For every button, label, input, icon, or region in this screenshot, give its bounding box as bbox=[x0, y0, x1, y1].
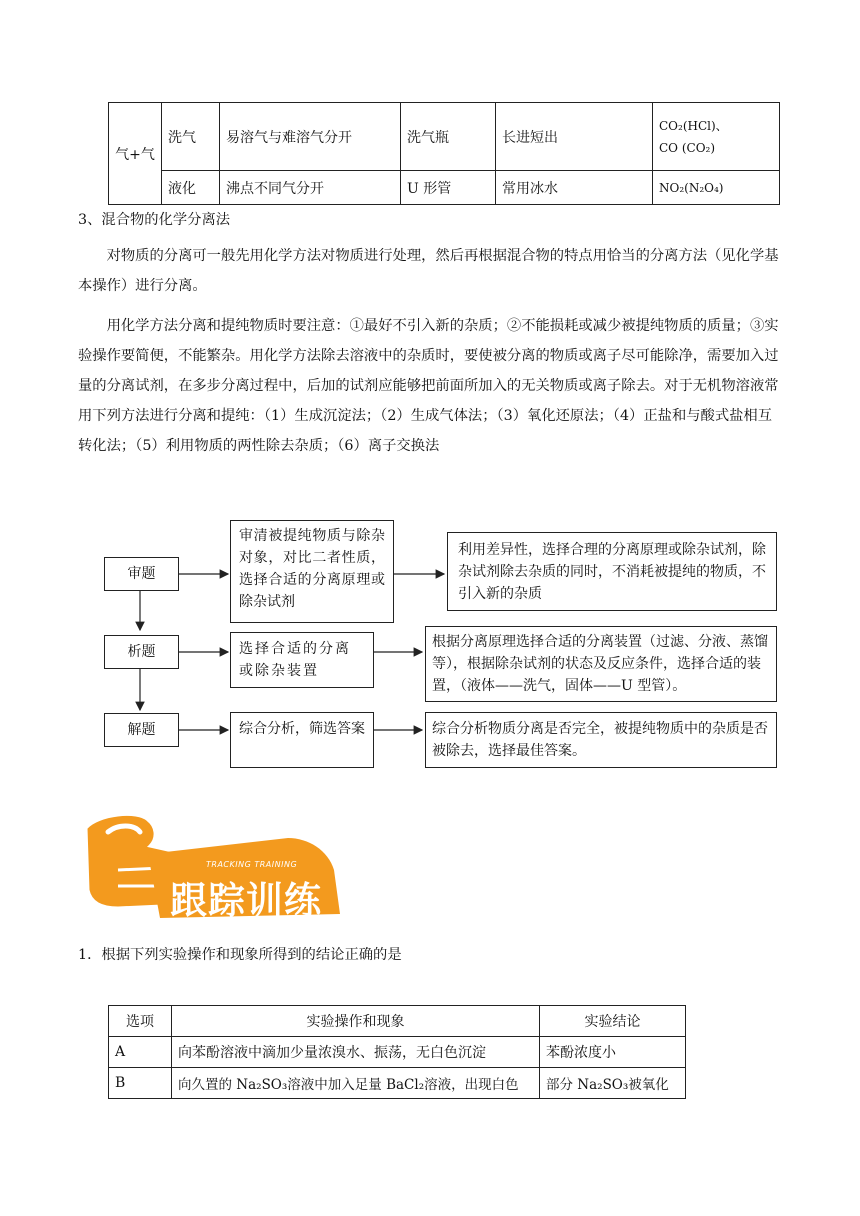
example-line: CO (CO₂) bbox=[659, 140, 716, 155]
method-cell: 洗气 bbox=[162, 103, 220, 171]
logo-english-text: TRACKING TRAINING bbox=[206, 860, 298, 869]
option-cell: A bbox=[109, 1037, 172, 1068]
note-cell: 常用冰水 bbox=[496, 171, 653, 205]
header-cell: 实验操作和现象 bbox=[172, 1006, 540, 1037]
option-cell: B bbox=[109, 1068, 172, 1099]
tracking-training-logo bbox=[78, 810, 348, 925]
paragraph-2: 用化学方法分离和提纯物质时要注意：①最好不引入新的杂质；②不能损耗或减少被提纯物质的质量；③实验操作要简便，不能繁杂。用化学方法除去溶液中的杂质时，要使被分离的物质或离子尽可能除净，需要加入过量的分离试剂，在多步分离过程中，后加的试剂应能够把前面所加入的无关物质或离子除去。对于无机物溶液常用下列方法进行分离和提纯：（1）生成沉淀法；（2）生成气体法；（3）氧化还原法；（4）正盐和与酸式盐相互转化法；（5）利用物质的两性除去杂质；（6）离子交换法 bbox=[78, 318, 779, 454]
step-solve-box: 解题 bbox=[104, 713, 179, 747]
operation-cell: 向久置的 Na₂SO₃溶液中加入足量 BaCl₂溶液，出现白色 bbox=[172, 1068, 540, 1099]
operation-cell: 向苯酚溶液中滴加少量浓溴水、振荡，无白色沉淀 bbox=[172, 1037, 540, 1068]
header-cell: 实验结论 bbox=[540, 1006, 686, 1037]
note-cell: 长进短出 bbox=[496, 103, 653, 171]
paragraph-1: 对物质的分离可一般先用化学方法对物质进行处理，然后再根据混合物的特点用恰当的分离方法（见化学基本操作）进行分离。 bbox=[78, 248, 779, 294]
solve-detail-box: 综合分析，筛选答案 bbox=[230, 712, 374, 768]
question-stem: 1．根据下列实验操作和现象所得到的结论正确的是 bbox=[78, 947, 402, 963]
group-label: 气+气 bbox=[109, 103, 162, 205]
step-analyze-box: 析题 bbox=[104, 635, 179, 669]
experiment-table bbox=[108, 1005, 686, 1099]
device-cell: 洗气瓶 bbox=[401, 103, 496, 171]
device-cell: U 形管 bbox=[401, 171, 496, 205]
method-cell: 液化 bbox=[162, 171, 220, 205]
header-cell: 选项 bbox=[109, 1006, 172, 1037]
section-heading: 3、混合物的化学分离法 bbox=[78, 212, 231, 228]
step-review-box: 审题 bbox=[104, 557, 179, 591]
logo-chinese-text: 跟踪训练 bbox=[170, 879, 322, 922]
analyze-detail-box: 选择合适的分离或除杂装置 bbox=[230, 632, 374, 688]
review-detail-box: 审清被提纯物质与除杂对象，对比二者性质，选择合适的分离原理或除杂试剂 bbox=[230, 520, 394, 623]
conclusion-cell: 部分 Na₂SO₃被氧化 bbox=[540, 1068, 686, 1099]
analyze-explanation-box: 根据分离原理选择合适的分离装置（过滤、分液、蒸馏等），根据除杂试剂的状态及反应条件，选择合适的装置，（液体——洗气，固体——U 型管）。 bbox=[425, 626, 777, 702]
solve-explanation-box: 综合分析物质分离是否完全，被提纯物质中的杂质是否被除去，选择最佳答案。 bbox=[425, 712, 777, 768]
principle-cell: 易溶气与难溶气分开 bbox=[220, 103, 401, 171]
conclusion-cell: 苯酚浓度小 bbox=[540, 1037, 686, 1068]
review-explanation-box: 利用差异性，选择合理的分离原理或除杂试剂，除杂试剂除去杂质的同时，不消耗被提纯的物质，不引入新的杂质 bbox=[447, 532, 777, 611]
example-line: CO₂(HCl)、 bbox=[659, 118, 728, 133]
principle-cell: 沸点不同气分开 bbox=[220, 171, 401, 205]
example-cell: NO₂(N₂O₄) bbox=[653, 171, 780, 205]
